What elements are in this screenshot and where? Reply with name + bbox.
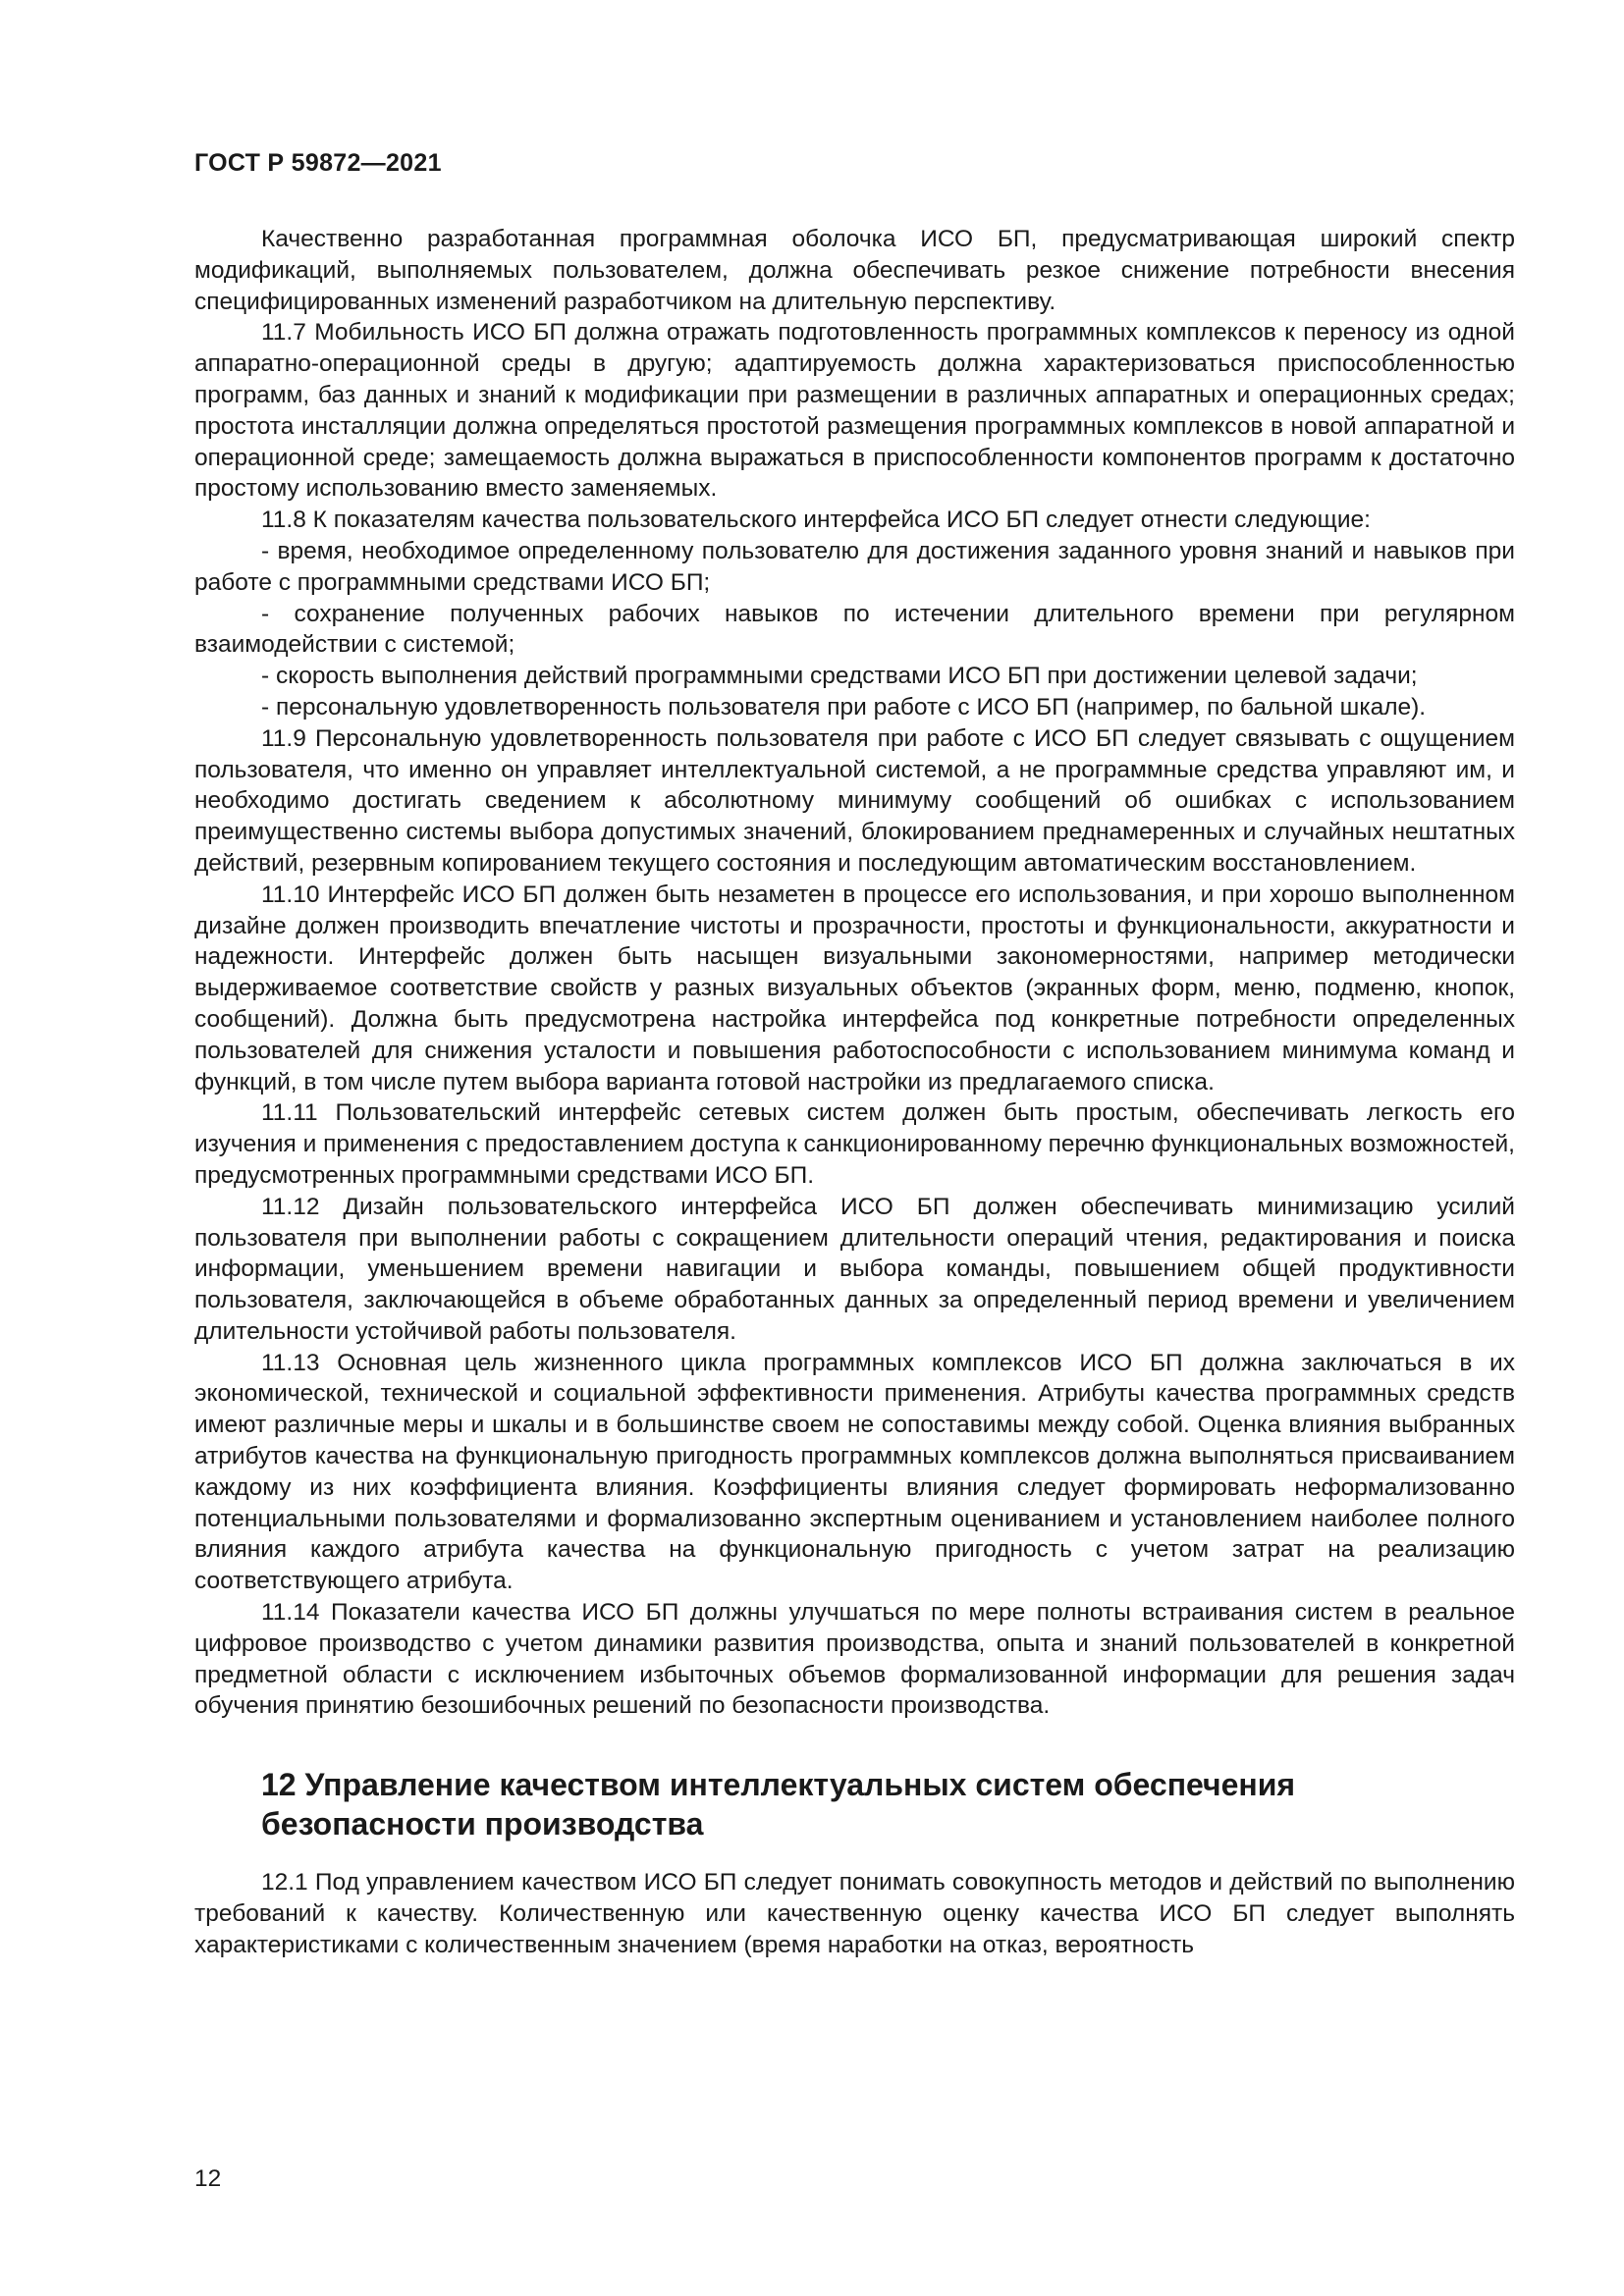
standard-code-header: ГОСТ Р 59872—2021 — [194, 149, 442, 177]
paragraph-11-10: 11.10 Интерфейс ИСО БП должен быть незаметен в процессе его использования, и при хорошо выполненном дизайне должен производить впечатление чистоты и прозрачности, простоты и функциональности, аккуратности и надежности. Интерфейс должен быть насыщен визуальными закономерностями, например методически выдерживаемое соответствие свойств у разных визуальных объектов (экранных форм, меню, подменю, кнопок, сообщений). Должна быть предусмотрена настройка интерфейса под конкретные потребности определенных пользователей для снижения усталости и повышения работоспособности с использованием минимума команд и функций, в том числе путем выбора варианта готовой настройки из предлагаемого списка. — [194, 881, 1515, 1095]
page-number: 12 — [194, 2165, 222, 2192]
paragraph-shell-modification: Качественно разработанная программная оболочка ИСО БП, предусматривающая широкий спектр модификаций, выполняемых пользователем, должна обеспечивать резкое снижение потребности внесения специфицированных изменений разработчиком на длительную перспективу. — [194, 226, 1515, 315]
paragraph-11-12: 11.12 Дизайн пользовательского интерфейса ИСО БП должен обеспечивать минимизацию усилий пользователя при выполнении работы с сокращением длительности операций чтения, редактирования и поиска информации, уменьшением времени навигации и выбора команды, повышением общей продуктивности пользователя, заключающейся в объеме обработанных данных за определенный период времени и увеличением длительности устойчивой работы пользователя. — [194, 1193, 1515, 1345]
list-item-skill-retention: - сохранение полученных рабочих навыков по истечении длительного времени при регулярном взаимодействии с системой; — [194, 600, 1515, 659]
section-12-body — [194, 1867, 1515, 1960]
paragraph-11-7: 11.7 Мобильность ИСО БП должна отражать подготовленность программных комплексов к переносу из одной аппаратно-операционной среды в другую; адаптируемость должна характеризоваться приспособленностью программ, баз данных и знаний к модификации при размещении в различных аппаратных и операционных средах; простота инсталляции должна определяться простотой размещения программных комплексов в новой аппаратной и операционной среде; замещаемость должна выражаться в приспособленности компонентов программ к достаточно простому использованию вместо заменяемых. — [194, 319, 1515, 503]
section-12-heading: 12 Управление качеством интеллектуальных систем обеспечения безопасности производства — [261, 1767, 1296, 1842]
list-item-learning-time: - время, необходимое определенному пользователю для достижения заданного уровня знаний и навыков при работе с программными средствами ИСО БП; — [194, 537, 1515, 596]
document-page — [194, 0, 1515, 2296]
paragraph-11-14: 11.14 Показатели качества ИСО БП должны улучшаться по мере полноты встраивания систем в реальное цифровое производство с учетом динамики развития производства, опыта и знаний пользователей в конкретной предметной области с исключением избыточных объемов формализованной информации для решения задач обучения принятию безошибочных решений по безопасности производства. — [194, 1599, 1515, 1720]
paragraph-11-9: 11.9 Персональную удовлетворенность пользователя при работе с ИСО БП следует связывать с ощущением пользователя, что именно он управляет интеллектуальной системой, а не программные средства управляют им, и необходимо достигать сведением к абсолютному минимуму сообщений об ошибках с использованием преимущественно системы выбора допустимых значений, блокированием преднамеренных и случайных нештатных действий, резервным копированием текущего состояния и последующим автоматическим восстановлением. — [194, 724, 1515, 877]
list-item-user-satisfaction: - персональную удовлетворенность пользователя при работе с ИСО БП (например, по бальной шкале). — [261, 693, 1427, 721]
paragraph-11-13: 11.13 Основная цель жизненного цикла программных комплексов ИСО БП должна заключаться в их экономической, технической и социальной эффективности применения. Атрибуты качества программных средств имеют различные меры и шкалы и в большинстве своем не сопоставимы между собой. Оценка влияния выбранных атрибутов качества на функциональную пригодность программных комплексов должна выполняться присваиванием каждому из них коэффициента влияния. Коэффициенты влияния следует формировать неформализованно потенциальными пользователями и формализованно экспертным оцениванием и установлением наиболее полного влияния каждого атрибута качества на функциональную пригодность с учетом затрат на реализацию соответствующего атрибута. — [194, 1349, 1515, 1595]
document-body — [194, 224, 1515, 1961]
paragraph-11-11: 11.11 Пользовательский интерфейс сетевых систем должен быть простым, обеспечивать легкость его изучения и применения с предоставлением доступа к санкционированному перечню функциональных возможностей, предусмотренных программными средствами ИСО БП. — [194, 1099, 1515, 1189]
list-item-execution-speed: - скорость выполнения действий программными средствами ИСО БП при достижении целевой задачи; — [261, 663, 1418, 690]
paragraph-11-8: 11.8 К показателям качества пользовательского интерфейса ИСО БП следует отнести следующие: — [261, 507, 1371, 534]
paragraph-12-1: 12.1 Под управлением качеством ИСО БП следует понимать совокупность методов и действий по выполнению требований к качеству. Количественную или качественную оценку качества ИСО БП следует выполнять характеристиками с количественным значением (время наработки на отказ, вероятность — [194, 1869, 1515, 1958]
